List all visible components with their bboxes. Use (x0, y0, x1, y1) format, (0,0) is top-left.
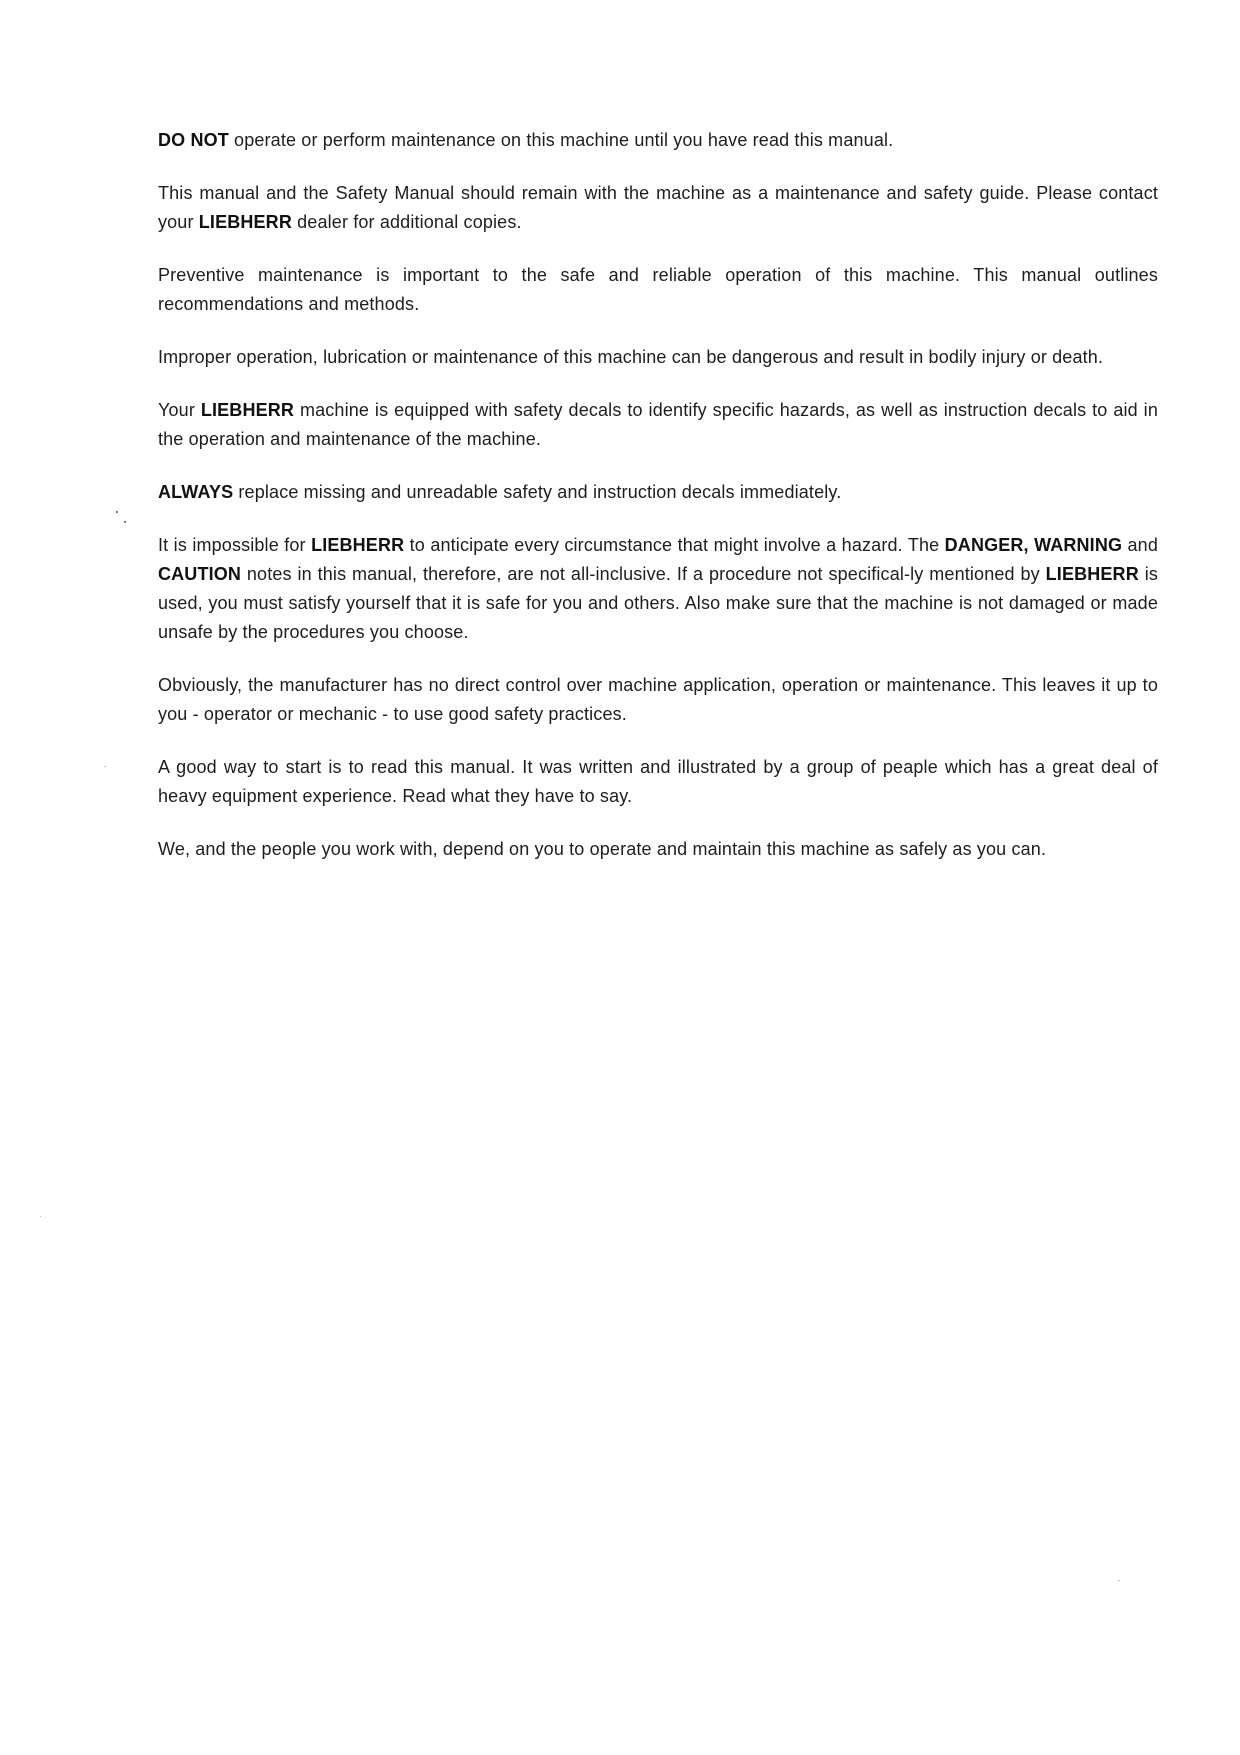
paragraph-depend-on-you: We, and the people you work with, depend on you to operate and maintain this machine as safely as you can. (158, 839, 1047, 859)
paragraph-manual-location: This manual and the Safety Manual should remain with the machine as a maintenance and safety guide. Please contact your LIEBHERR dealer for additional copies. (158, 183, 1158, 232)
paragraph-safety-decals: Your LIEBHERR machine is equipped with safety decals to identify specific hazards, as well as instruction decals to aid in the operation and maintenance of the machine. (158, 400, 1158, 449)
paragraph-read-manual: A good way to start is to read this manual. It was written and illustrated by a group of peaple which has a great deal of heavy equipment experience. Read what they have to say. (158, 757, 1158, 806)
paragraph-hazard-notes: It is impossible for LIEBHERR to anticipate every circumstance that might involve a hazard. The DANGER, WARNING and CAUTION notes in this manual, therefore, are not all-inclusive. If a procedure not specifical-ly mentioned by LIEBHERR is used, you must satisfy yourself that it is safe for you and others. Also make sure that the machine is not damaged or made unsafe by the procedures you choose. (158, 535, 1158, 642)
scan-speck (124, 521, 126, 523)
paragraph-always-replace: ALWAYS replace missing and unreadable safety and instruction decals immediately. (158, 482, 842, 502)
scan-speck (116, 511, 118, 513)
paragraph-manufacturer-control: Obviously, the manufacturer has no direct control over machine application, operation or maintenance. This leaves it up to you - operator or mechanic - to use good safety practices. (158, 675, 1158, 724)
scan-speck (1118, 1580, 1120, 1581)
scan-speck (40, 1216, 41, 1217)
paragraph-do-not-operate: DO NOT operate or perform maintenance on this machine until you have read this manual. (158, 130, 894, 150)
scan-speck (104, 766, 106, 767)
manual-foreword (158, 126, 1158, 888)
paragraph-improper-operation: Improper operation, lubrication or maintenance of this machine can be dangerous and result in bodily injury or death. (158, 347, 1104, 367)
paragraph-preventive-maintenance: Preventive maintenance is important to the safe and reliable operation of this machine. This manual outlines recommendations and methods. (158, 265, 1158, 314)
